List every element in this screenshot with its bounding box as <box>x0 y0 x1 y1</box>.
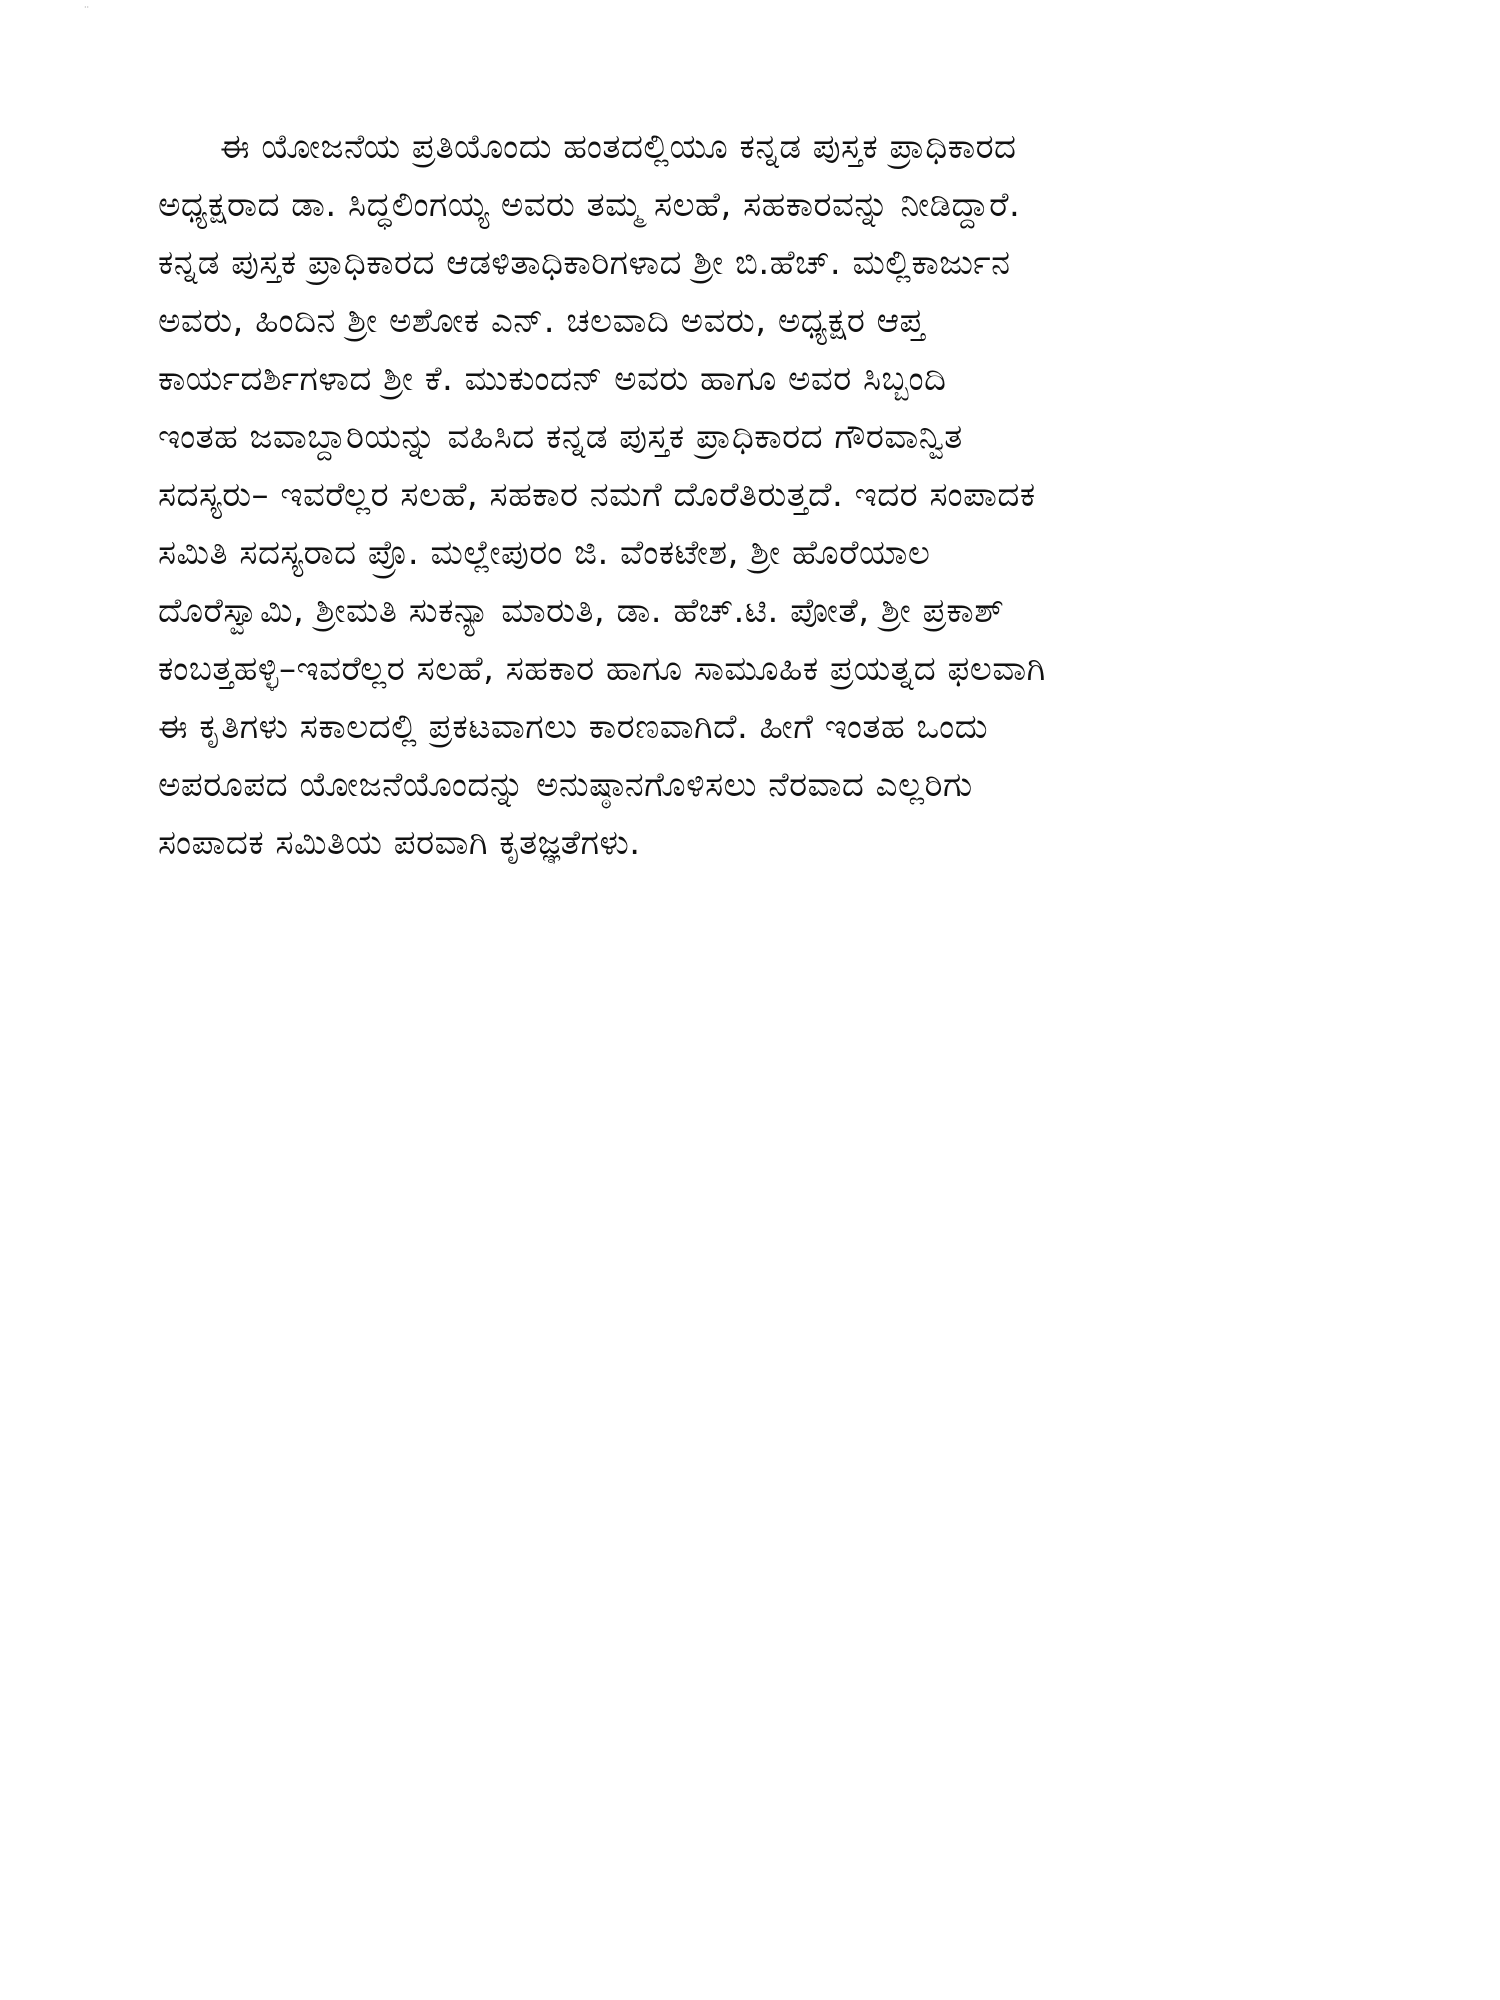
paragraph-line: ಕಂಬತ್ತಹಳ್ಳಿ–ಇವರೆಲ್ಲರ ಸಲಹೆ, ಸಹಕಾರ ಹಾಗೂ ಸಾಮೂಹಿಕ ಪ್ರಯತ್ನದ ಫಲವಾಗಿ <box>158 649 1046 689</box>
paragraph-line: ಸದಸ್ಯರು– ಇವರೆಲ್ಲರ ಸಲಹೆ, ಸಹಕಾರ ನಮಗೆ ದೊರೆತಿರುತ್ತದೆ. ಇದರ ಸಂಪಾದಕ <box>158 475 1036 515</box>
paragraph-line: ಇಂತಹ ಜವಾಬ್ದಾರಿಯನ್ನು ವಹಿಸಿದ ಕನ್ನಡ ಪುಸ್ತಕ ಪ್ರಾಧಿಕಾರದ ಗೌರವಾನ್ವಿತ <box>158 417 963 457</box>
paragraph-line: ಸಂಪಾದಕ ಸಮಿತಿಯ ಪರವಾಗಿ ಕೃತಜ್ಞತೆಗಳು. <box>158 823 641 863</box>
paragraph-line: ಕನ್ನಡ ಪುಸ್ತಕ ಪ್ರಾಧಿಕಾರದ ಆಡಳಿತಾಧಿಕಾರಿಗಳಾದ ಶ್ರೀ ಬಿ.ಹೆಚ್. ಮಲ್ಲಿಕಾರ್ಜುನ <box>158 243 1011 283</box>
paragraph-line: ಅವರು, ಹಿಂದಿನ ಶ್ರೀ ಅಶೋಕ ಎನ್. ಚಲವಾದಿ ಅವರು, ಅಧ್ಯಕ್ಷರ ಆಪ್ತ <box>158 301 925 341</box>
paragraph-line: ಅಧ್ಯಕ್ಷರಾದ ಡಾ. ಸಿದ್ಧಲಿಂಗಯ್ಯ ಅವರು ತಮ್ಮ ಸಲಹೆ, ಸಹಕಾರವನ್ನು ನೀಡಿದ್ದಾರೆ. <box>158 185 1021 225</box>
paragraph-line: ಸಮಿತಿ ಸದಸ್ಯರಾದ ಪ್ರೊ. ಮಲ್ಲೇಪುರಂ ಜಿ. ವೆಂಕಟೇಶ, ಶ್ರೀ ಹೊರೆಯಾಲ <box>158 533 931 573</box>
paragraph-line: ದೊರೆಸ್ವಾಮಿ, ಶ್ರೀಮತಿ ಸುಕನ್ಯಾ ಮಾರುತಿ, ಡಾ. ಹೆಚ್.ಟಿ. ಪೋತೆ, ಶ್ರೀ ಪ್ರಕಾಶ್ <box>158 591 1005 631</box>
scan-speck-marks: ·· <box>84 3 90 12</box>
paragraph-line: ಕಾರ್ಯದರ್ಶಿಗಳಾದ ಶ್ರೀ ಕೆ. ಮುಕುಂದನ್ ಅವರು ಹಾಗೂ ಅವರ ಸಿಬ್ಬಂದಿ <box>158 359 947 399</box>
acknowledgement-paragraph <box>158 118 1348 872</box>
paragraph-line: ಅಪರೂಪದ ಯೋಜನೆಯೊಂದನ್ನು ಅನುಷ್ಠಾನಗೊಳಿಸಲು ನೆರವಾದ ಎಲ್ಲರಿಗು <box>158 765 973 805</box>
paragraph-line: ಈ ಯೋಜನೆಯ ಪ್ರತಿಯೊಂದು ಹಂತದಲ್ಲಿಯೂ ಕನ್ನಡ ಪುಸ್ತಕ ಪ್ರಾಧಿಕಾರದ <box>220 127 1017 167</box>
paragraph-line: ಈ ಕೃತಿಗಳು ಸಕಾಲದಲ್ಲಿ ಪ್ರಕಟವಾಗಲು ಕಾರಣವಾಗಿದೆ. ಹೀಗೆ ಇಂತಹ ಒಂದು <box>158 707 989 747</box>
